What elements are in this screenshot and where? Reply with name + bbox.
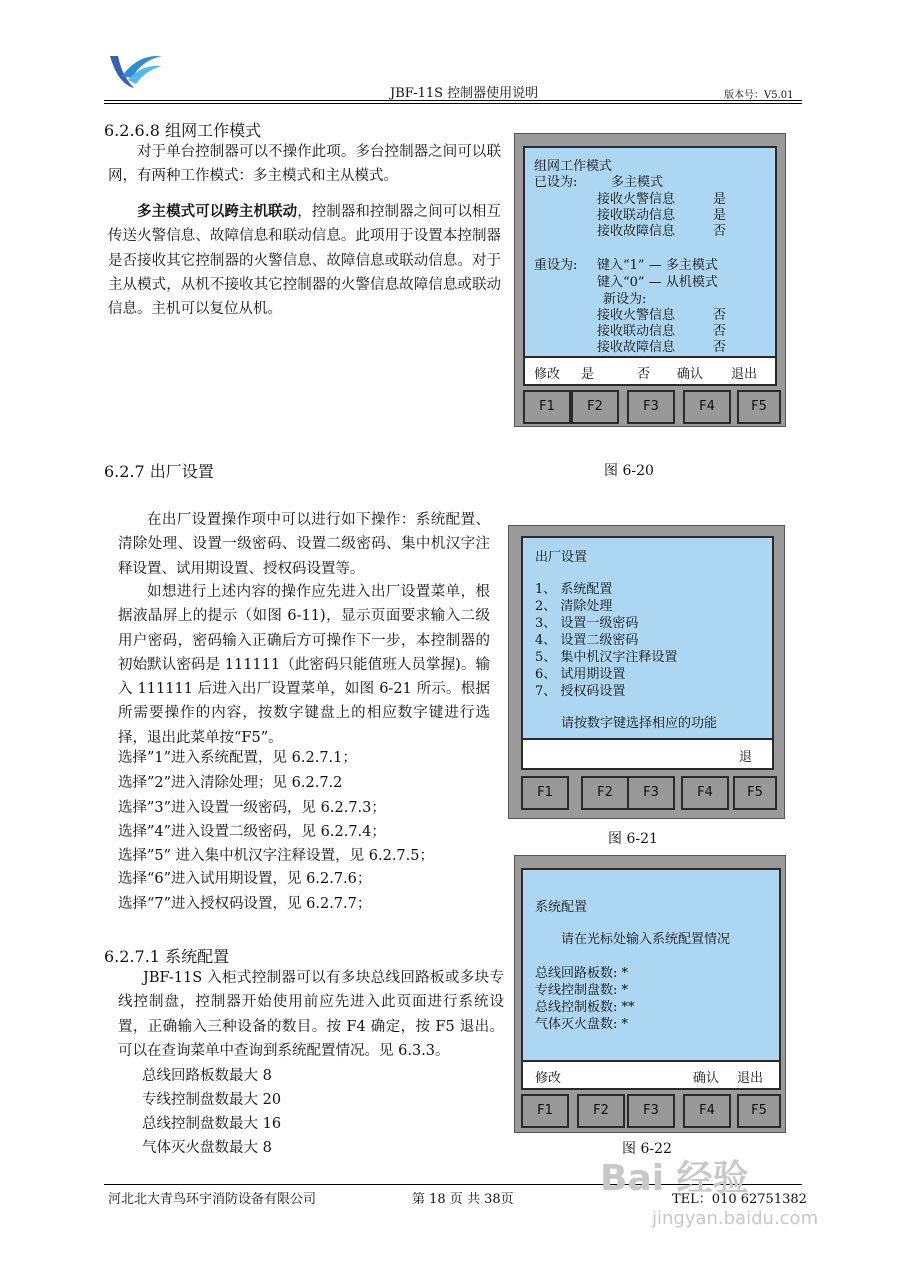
softkey-label-bar (523, 356, 777, 386)
lcd-menu-item: 7、 授权码设置 (535, 684, 626, 699)
lcd-menu-item: 2、 清除处理 (535, 599, 613, 614)
lcd-line: 接收联动信息 (597, 208, 676, 223)
watermark-url: jingyan.baidu.com (652, 1208, 819, 1229)
section-heading-627: 6.2.7 出厂设置 (104, 462, 214, 481)
lcd-line: 组网工作模式 (534, 159, 613, 174)
lcd-line: 键入“1” — 多主模式 (597, 258, 718, 273)
softkey-label: 退出 (737, 1071, 764, 1086)
lcd-menu-item: 5、 集中机汉字注释设置 (535, 650, 678, 665)
lcd-value: 否 (713, 308, 727, 323)
lcd-hint: 请在光标处输入系统配置情况 (561, 932, 731, 947)
section-heading-6271: 6.2.7.1 系统配置 (104, 947, 230, 966)
choice-line: 选择“6”进入试用期设置，见 6.2.7.6； (118, 871, 372, 887)
lcd-hint: 请按数字键选择相应的功能 (561, 716, 718, 731)
f3-key[interactable]: F3 (627, 390, 675, 424)
lcd-config-field: 气体灭火盘数: * (535, 1017, 629, 1032)
section-heading-6268: 6.2.6.8 组网工作模式 (104, 121, 262, 140)
lcd-line: 多主模式 (611, 175, 664, 190)
f4-key[interactable]: F4 (683, 390, 731, 424)
lcd-config-field: 总线控制板数: ** (535, 1000, 635, 1015)
lcd-screen-title: 系统配置 (535, 900, 588, 915)
f3-key[interactable]: F3 (627, 776, 675, 810)
controller-panel-fig20 (514, 133, 786, 427)
lcd-line: 新设为: (603, 292, 647, 307)
f1-key[interactable]: F1 (521, 776, 569, 810)
header-rule (104, 100, 802, 101)
lcd-screen (521, 868, 781, 1064)
figure-caption-6-21: 图 6-21 (608, 831, 658, 847)
watermark-brand: Bai 经验 (600, 1158, 749, 1199)
softkey-label: 确认 (693, 1071, 720, 1086)
lcd-line: 已设为: (534, 175, 578, 190)
paragraph-network-intro: 对于单台控制器可以不操作此项。多台控制器之间可以联网，有两种工作模式：多主模式和主从模式。 (108, 144, 501, 185)
controller-panel-fig21 (508, 525, 785, 819)
f4-key[interactable]: F4 (681, 776, 729, 810)
choice-line: 选择”2”进入清除处理；见 6.2.7.2 (118, 775, 343, 791)
choice-line: 选择”5” 进入集中机汉字注释设置，见 6.2.7.5； (118, 848, 434, 864)
lcd-value: 是 (713, 192, 727, 207)
lcd-screen (521, 536, 774, 742)
paragraph-multi-master (108, 200, 501, 321)
limit-line: 总线回路板数最大 8 (142, 1068, 272, 1084)
f3-key[interactable]: F3 (627, 1094, 675, 1128)
figure-caption-6-20: 图 6-20 (604, 463, 654, 479)
limit-line: 总线控制盘数最大 16 (142, 1116, 282, 1132)
lcd-menu-item: 1、 系统配置 (535, 582, 613, 597)
paragraph-system-config: JBF-11S 入柜式控制器可以有多块总线回路板或多块专线控制盘，控制器开始使用前应先进入此页面进行系统设置，正确输入三种设备的数目。按 F4 确定，按 F5 退出。可以在查询菜单中查询到系统配置情况。见 6.3.3。 (118, 970, 504, 1059)
lcd-line: 接收故障信息 (597, 340, 676, 355)
softkey-label: 修改 (535, 1071, 562, 1086)
header-version: 版本号：V5.01 (724, 90, 794, 101)
lcd-menu-item: 3、 设置一级密码 (535, 616, 639, 631)
lcd-value: 否 (713, 324, 727, 339)
f5-key[interactable]: F5 (733, 776, 777, 810)
lcd-line: 接收火警信息 (597, 192, 676, 207)
company-logo (104, 46, 164, 92)
header-title: JBF-11S 控制器使用说明 (390, 86, 539, 101)
footer-telephone: TEL：010 62751382 (672, 1192, 807, 1207)
lcd-screen (523, 146, 777, 360)
lcd-value: 是 (713, 208, 727, 223)
softkey-label: 确认 (677, 367, 704, 382)
lcd-line: 接收火警信息 (597, 308, 676, 323)
footer-page-number: 第 18 页 共 38页 (412, 1192, 514, 1207)
lcd-line: 接收联动信息 (597, 324, 676, 339)
lcd-config-field: 总线回路板数: * (535, 966, 629, 981)
limit-line: 专线控制盘数最大 20 (142, 1092, 282, 1108)
lcd-value: 否 (713, 340, 727, 355)
softkey-label-bar (521, 738, 774, 770)
f2-key[interactable]: F2 (571, 390, 619, 424)
choice-line: 选择”3”进入设置一级密码，见 6.2.7.3； (118, 800, 386, 816)
paragraph-factory-menu: 如想进行上述内容的操作应先进入出厂设置菜单，根据液晶屏上的提示（如图 6-11)，显示页面要求输入二级用户密码，密码输入正确后方可操作下一步，本控制器的初始默认密码是 111111（此密码只能值班人员掌握)。输入 111111 后进入出厂设置菜单，如图 6-21 所示。根据所需要操作的内容，按数字键盘上的相应数字键进行选择，退出此菜单按“F5”。 (118, 584, 490, 746)
controller-panel-fig22 (514, 855, 786, 1133)
lcd-line: 重设为: (534, 258, 578, 273)
f1-key[interactable]: F1 (521, 1094, 569, 1128)
footer-company: 河北北大青鸟环宇消防设备有限公司 (108, 1192, 317, 1207)
limit-line: 气体灭火盘数最大 8 (142, 1140, 272, 1156)
lcd-value: 否 (713, 224, 727, 239)
softkey-label: 修改 (534, 367, 561, 382)
f2-key[interactable]: F2 (577, 1094, 625, 1128)
softkey-label: 退出 (731, 367, 758, 382)
softkey-label: 是 (581, 367, 595, 382)
f1-key[interactable]: F1 (523, 390, 571, 424)
choice-line: 选择”1”进入系统配置，见 6.2.7.1； (118, 750, 357, 766)
lcd-menu-item: 6、 试用期设置 (535, 667, 626, 682)
f5-key[interactable]: F5 (737, 390, 781, 424)
lcd-menu-title: 出厂设置 (535, 550, 588, 565)
figure-caption-6-22: 图 6-22 (622, 1141, 672, 1157)
softkey-label: 退 (739, 750, 753, 765)
choice-line: 选择“7”进入授权码设置，见 6.2.7.7； (118, 896, 372, 912)
choice-line: 选择”4”进入设置二级密码，见 6.2.7.4； (118, 824, 386, 840)
lcd-line: 接收故障信息 (597, 224, 676, 239)
header-rule-2 (104, 103, 802, 104)
lcd-menu-item: 4、 设置二级密码 (535, 633, 639, 648)
paragraph-rest: ，控制器和控制器之间可以相互传送火警信息、故障信息和联动信息。此项用于设置本控制器是否接收其它控制器的火警信息、故障信息或联动信息。对于主从模式，从机不接收其它控制器的火警信息故障信息或联动信息。主机可以复位从机。 (108, 204, 501, 318)
bold-phrase: 多主模式可以跨主机联动 (137, 203, 298, 220)
f5-key[interactable]: F5 (737, 1094, 781, 1128)
lcd-config-field: 专线控制盘数: * (535, 983, 629, 998)
f2-key[interactable]: F2 (581, 776, 629, 810)
f4-key[interactable]: F4 (683, 1094, 731, 1128)
softkey-label-bar (521, 1060, 781, 1090)
lcd-line: 键入“0” — 从机模式 (597, 275, 718, 290)
softkey-label: 否 (637, 367, 651, 382)
paragraph-factory-ops: 在出厂设置操作项中可以进行如下操作：系统配置、清除处理、设置一级密码、设置二级密码、集中机汉字注释设置、试用期设置、授权码设置等。 (118, 512, 490, 577)
